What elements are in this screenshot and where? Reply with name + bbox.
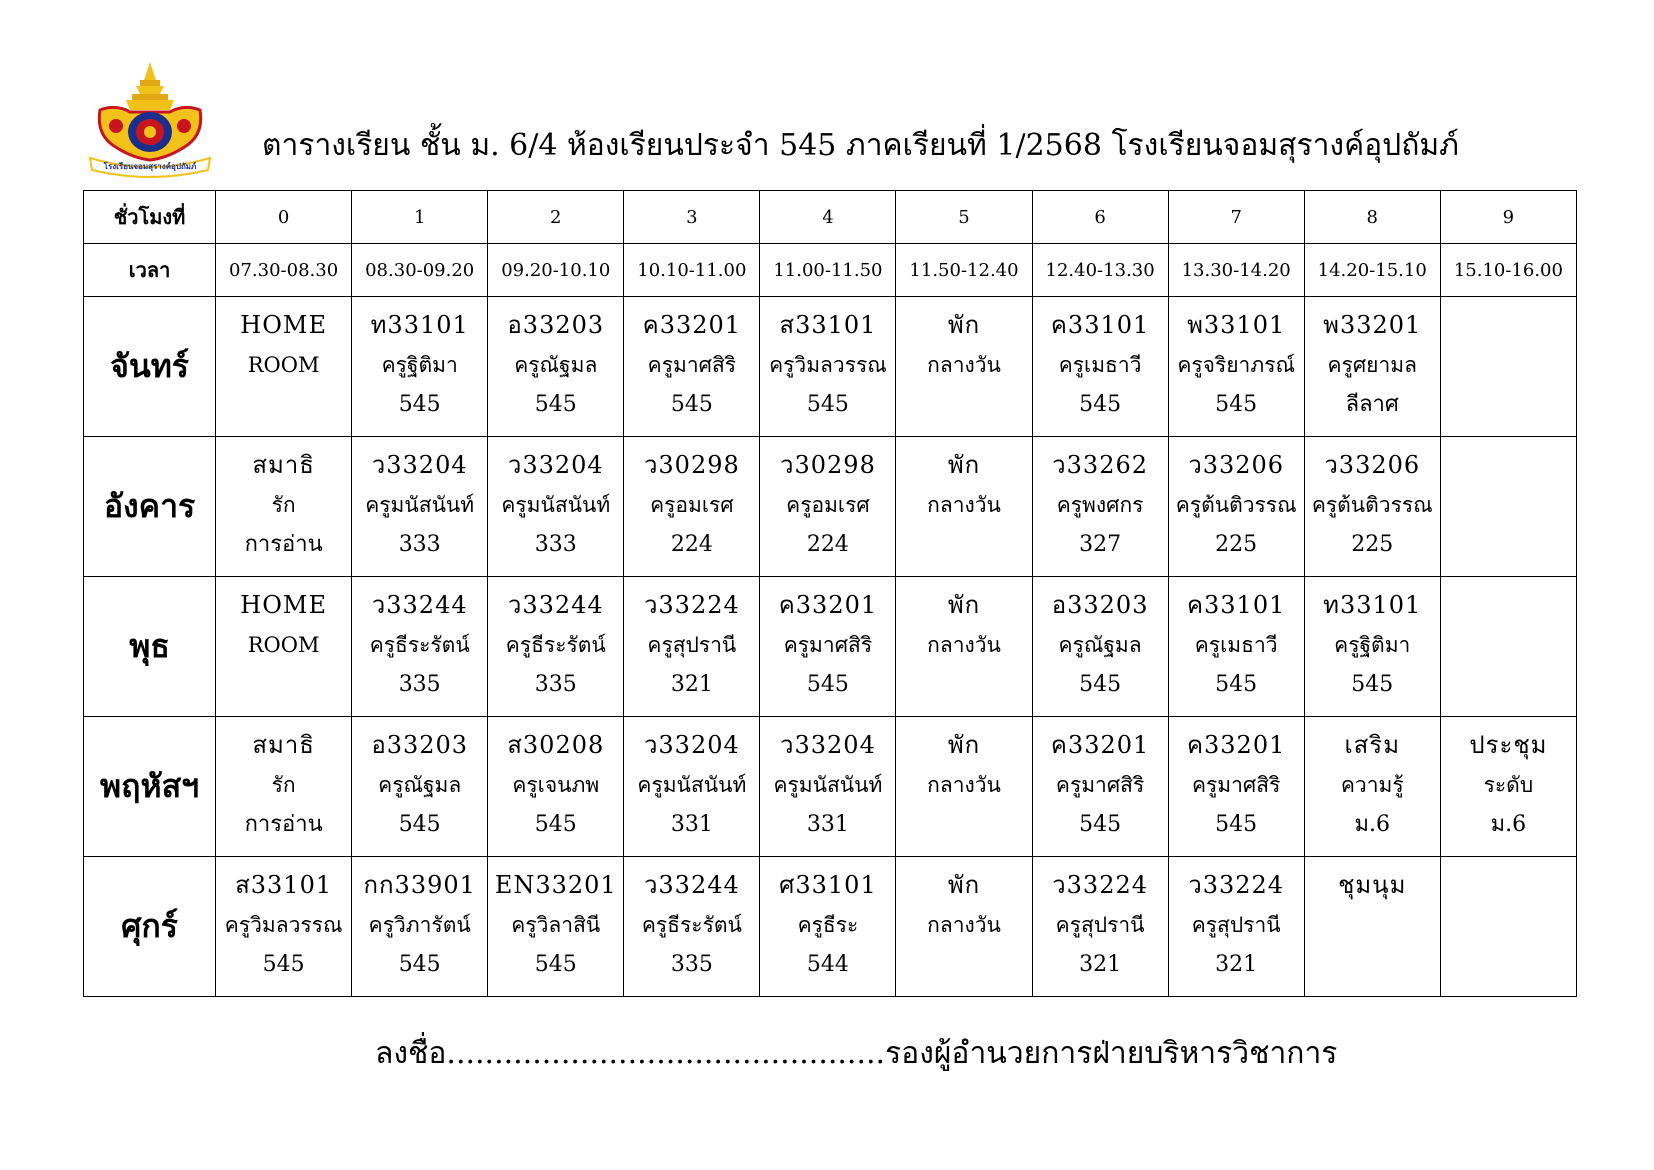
teacher-name bbox=[1441, 485, 1576, 525]
room-number: ลีลาศ bbox=[1345, 392, 1399, 417]
schedule-cell bbox=[760, 577, 896, 717]
teacher-name: ครูวิลาสินี bbox=[511, 913, 601, 937]
schedule-cell bbox=[624, 717, 760, 857]
day-row bbox=[84, 297, 1577, 437]
schedule-cell bbox=[488, 297, 624, 437]
subject-code bbox=[1441, 305, 1576, 345]
teacher-name: กลางวัน bbox=[927, 773, 1001, 797]
school-emblem-icon bbox=[86, 60, 214, 180]
room-number: 333 bbox=[534, 532, 577, 557]
teacher-name bbox=[1441, 345, 1576, 385]
teacher-name: ครูธีระรัตน์ bbox=[505, 633, 606, 657]
room-number bbox=[1305, 945, 1440, 985]
teacher-name: ครูมาศสิริ bbox=[1191, 773, 1281, 797]
schedule-cell bbox=[1304, 717, 1440, 857]
room-number: 545 bbox=[398, 812, 441, 837]
subject-code: ว33204 bbox=[780, 731, 876, 759]
schedule-cell bbox=[488, 577, 624, 717]
subject-code: พ33201 bbox=[1323, 311, 1422, 339]
schedule-cell bbox=[1168, 577, 1304, 717]
day-name: พุธ bbox=[84, 577, 216, 717]
room-number: 331 bbox=[670, 812, 713, 837]
teacher-name: ครูธีระรัตน์ bbox=[641, 913, 742, 937]
schedule-cell bbox=[1168, 297, 1304, 437]
room-number: 321 bbox=[1079, 952, 1122, 977]
schedule-cell bbox=[624, 857, 760, 997]
teacher-name: ครูต้นติวรรณ bbox=[1175, 493, 1297, 517]
schedule-cell bbox=[1440, 577, 1576, 717]
schedule-cell bbox=[760, 717, 896, 857]
period-number: 2 bbox=[488, 191, 624, 244]
room-number bbox=[896, 805, 1031, 845]
room-number: 331 bbox=[806, 812, 849, 837]
teacher-name: ครูอมเรศ bbox=[786, 493, 870, 517]
teacher-name: ครูมาศสิริ bbox=[783, 633, 873, 657]
room-number bbox=[896, 665, 1031, 705]
subject-code: ค33201 bbox=[1050, 731, 1150, 759]
subject-code: ค33201 bbox=[642, 311, 742, 339]
teacher-name: ครูธีระรัตน์ bbox=[369, 633, 470, 657]
room-number: 321 bbox=[670, 672, 713, 697]
teacher-name: ครูวิมลวรรณ bbox=[769, 353, 887, 377]
subject-code: พัก bbox=[947, 451, 981, 479]
period-time: 07.30-08.30 bbox=[216, 244, 352, 297]
timetable bbox=[83, 190, 1577, 997]
teacher-name: ROOM bbox=[247, 353, 320, 377]
teacher-name: ครูธีระ bbox=[797, 913, 859, 937]
subject-code: ว33244 bbox=[507, 591, 604, 619]
subject-code: ว30298 bbox=[780, 451, 876, 479]
teacher-name bbox=[1441, 625, 1576, 665]
teacher-name: ครูวิมลวรรณ bbox=[224, 913, 343, 937]
room-number: 545 bbox=[806, 672, 849, 697]
subject-code: กก33901 bbox=[363, 871, 476, 899]
schedule-cell bbox=[1440, 717, 1576, 857]
schedule-cell bbox=[216, 717, 352, 857]
schedule-cell bbox=[1168, 437, 1304, 577]
subject-code: ส30208 bbox=[507, 731, 605, 759]
room-number bbox=[1441, 385, 1576, 425]
teacher-name: ครูมนัสนันท์ bbox=[637, 773, 747, 797]
subject-code: ว33206 bbox=[1324, 451, 1421, 479]
teacher-name: ครูเมธาวี bbox=[1194, 633, 1278, 657]
teacher-name: ครูต้นติวรรณ bbox=[1311, 493, 1433, 517]
room-number: 545 bbox=[262, 952, 305, 977]
room-number: 545 bbox=[1351, 672, 1394, 697]
schedule-cell bbox=[1304, 437, 1440, 577]
period-time: 09.20-10.10 bbox=[488, 244, 624, 297]
subject-code: ว33224 bbox=[1052, 871, 1148, 899]
schedule-cell bbox=[216, 297, 352, 437]
room-number bbox=[216, 385, 351, 425]
teacher-name: ครูมนัสนันท์ bbox=[365, 493, 475, 517]
schedule-cell bbox=[1440, 437, 1576, 577]
schedule-cell bbox=[896, 437, 1032, 577]
day-name: จันทร์ bbox=[84, 297, 216, 437]
teacher-name: ครูเมธาวี bbox=[1058, 353, 1142, 377]
schedule-cell bbox=[1032, 437, 1168, 577]
room-number bbox=[896, 945, 1031, 985]
day-name: พฤหัสฯ bbox=[84, 717, 216, 857]
teacher-name: ROOM bbox=[247, 633, 320, 657]
room-number: 545 bbox=[534, 392, 577, 417]
subject-code: ส33101 bbox=[235, 871, 333, 899]
subject-code: ท33101 bbox=[370, 311, 469, 339]
subject-code: ค33201 bbox=[778, 591, 878, 619]
subject-code: ว33224 bbox=[643, 591, 740, 619]
room-number: 335 bbox=[398, 672, 441, 697]
schedule-cell bbox=[488, 857, 624, 997]
room-number: 545 bbox=[1215, 392, 1258, 417]
room-number: 224 bbox=[806, 532, 849, 557]
room-number: ม.6 bbox=[1354, 812, 1390, 837]
room-number: 545 bbox=[534, 812, 577, 837]
period-number: 9 bbox=[1440, 191, 1576, 244]
subject-code: พัก bbox=[947, 591, 981, 619]
period-label: ชั่วโมงที่ bbox=[84, 191, 216, 244]
schedule-cell bbox=[1032, 297, 1168, 437]
room-number: 545 bbox=[1079, 672, 1122, 697]
period-time: 08.30-09.20 bbox=[352, 244, 488, 297]
room-number: 545 bbox=[806, 392, 849, 417]
teacher-name bbox=[1441, 905, 1576, 945]
room-number: 545 bbox=[398, 952, 441, 977]
room-number: 225 bbox=[1215, 532, 1258, 557]
period-number: 7 bbox=[1168, 191, 1304, 244]
teacher-name bbox=[1305, 905, 1440, 945]
room-number bbox=[896, 525, 1031, 565]
period-number: 6 bbox=[1032, 191, 1168, 244]
schedule-cell bbox=[1032, 717, 1168, 857]
schedule-cell bbox=[1304, 577, 1440, 717]
subject-code: HOME bbox=[240, 311, 327, 339]
room-number: 545 bbox=[534, 952, 577, 977]
subject-code: ว33204 bbox=[643, 731, 740, 759]
subject-code: EN33201 bbox=[494, 871, 617, 899]
period-number: 3 bbox=[624, 191, 760, 244]
subject-code bbox=[1441, 585, 1576, 625]
schedule-cell bbox=[896, 297, 1032, 437]
schedule-cell bbox=[352, 717, 488, 857]
teacher-name: ครูมาศสิริ bbox=[1055, 773, 1145, 797]
time-row bbox=[84, 244, 1577, 297]
subject-code bbox=[1441, 865, 1576, 905]
schedule-cell bbox=[1032, 857, 1168, 997]
schedule-cell bbox=[352, 437, 488, 577]
period-time: 12.40-13.30 bbox=[1032, 244, 1168, 297]
teacher-name: ครูสุปรานี bbox=[1055, 913, 1145, 937]
schedule-cell bbox=[624, 437, 760, 577]
subject-code: สมาธิ bbox=[252, 731, 315, 759]
teacher-name: ครูฐิติมา bbox=[381, 353, 458, 377]
teacher-name: ครูวิภารัตน์ bbox=[368, 913, 471, 937]
room-number bbox=[1441, 945, 1576, 985]
room-number: 335 bbox=[534, 672, 577, 697]
subject-code: อ33203 bbox=[507, 311, 605, 339]
subject-code: ค33201 bbox=[1186, 731, 1286, 759]
schedule-cell bbox=[488, 717, 624, 857]
schedule-cell bbox=[760, 437, 896, 577]
schedule-cell bbox=[1032, 577, 1168, 717]
room-number: 321 bbox=[1215, 952, 1258, 977]
teacher-name: กลางวัน bbox=[927, 493, 1001, 517]
period-time: 15.10-16.00 bbox=[1440, 244, 1576, 297]
day-name: อังคาร bbox=[84, 437, 216, 577]
period-number: 0 bbox=[216, 191, 352, 244]
room-number: 545 bbox=[1079, 392, 1122, 417]
room-number: 224 bbox=[670, 532, 713, 557]
teacher-name: ครูณัฐมล bbox=[378, 773, 462, 797]
subject-code: ค33101 bbox=[1186, 591, 1286, 619]
day-row bbox=[84, 437, 1577, 577]
subject-code: ว33262 bbox=[1052, 451, 1148, 479]
period-number: 8 bbox=[1304, 191, 1440, 244]
teacher-name: กลางวัน bbox=[927, 633, 1001, 657]
subject-code: ว33244 bbox=[643, 871, 740, 899]
subject-code: เสริม bbox=[1344, 731, 1401, 759]
teacher-name: ครูมาศสิริ bbox=[647, 353, 737, 377]
subject-code: พ33101 bbox=[1187, 311, 1286, 339]
teacher-name: ครูมนัสนันท์ bbox=[501, 493, 611, 517]
schedule-cell bbox=[760, 297, 896, 437]
subject-code: สมาธิ bbox=[252, 451, 315, 479]
room-number bbox=[1441, 665, 1576, 705]
room-number bbox=[1441, 525, 1576, 565]
schedule-cell bbox=[896, 717, 1032, 857]
period-number: 5 bbox=[896, 191, 1032, 244]
teacher-name: ครูมนัสนันท์ bbox=[773, 773, 883, 797]
time-label: เวลา bbox=[84, 244, 216, 297]
subject-code: ศ33101 bbox=[779, 871, 877, 899]
teacher-name: ครูสุปรานี bbox=[1191, 913, 1281, 937]
room-number: 335 bbox=[670, 952, 713, 977]
period-time: 14.20-15.10 bbox=[1304, 244, 1440, 297]
room-number: 545 bbox=[670, 392, 713, 417]
signature-line: ลงชื่อ..............................................รองผู้อำนวยการฝ่ายบริหารวิชาการ bbox=[375, 1036, 1338, 1071]
subject-code: พัก bbox=[947, 731, 981, 759]
teacher-name: ความรู้ bbox=[1340, 773, 1404, 797]
day-row bbox=[84, 717, 1577, 857]
teacher-name: ครูเจนภพ bbox=[512, 773, 600, 797]
day-row bbox=[84, 857, 1577, 997]
subject-code: ว33224 bbox=[1188, 871, 1285, 899]
schedule-cell bbox=[624, 297, 760, 437]
room-number: 545 bbox=[1215, 812, 1258, 837]
schedule-cell bbox=[488, 437, 624, 577]
subject-code bbox=[1441, 445, 1576, 485]
room-number: 545 bbox=[398, 392, 441, 417]
schedule-cell bbox=[352, 577, 488, 717]
schedule-cell bbox=[896, 577, 1032, 717]
schedule-cell bbox=[216, 437, 352, 577]
subject-code: ว33206 bbox=[1188, 451, 1285, 479]
teacher-name: ครูจริยาภรณ์ bbox=[1177, 353, 1295, 377]
teacher-name: ครูฐิติมา bbox=[1334, 633, 1411, 657]
period-header-row bbox=[84, 191, 1577, 244]
period-time: 13.30-14.20 bbox=[1168, 244, 1304, 297]
schedule-cell bbox=[352, 297, 488, 437]
room-number: การอ่าน bbox=[244, 532, 323, 557]
schedule-cell bbox=[1304, 297, 1440, 437]
period-time: 11.50-12.40 bbox=[896, 244, 1032, 297]
schedule-cell bbox=[896, 857, 1032, 997]
teacher-name: รัก bbox=[271, 493, 296, 517]
subject-code: ท33101 bbox=[1323, 591, 1422, 619]
schedule-cell bbox=[216, 577, 352, 717]
teacher-name: ครูอมเรศ bbox=[650, 493, 734, 517]
teacher-name: รัก bbox=[271, 773, 296, 797]
subject-code: ว33204 bbox=[371, 451, 468, 479]
subject-code: ส33101 bbox=[779, 311, 877, 339]
logo-ribbon-text: โรงเรียนจอมสุรางค์อุปถัมภ์ bbox=[103, 162, 197, 171]
day-row bbox=[84, 577, 1577, 717]
day-name: ศุกร์ bbox=[84, 857, 216, 997]
teacher-name: ครูพงศกร bbox=[1056, 493, 1144, 517]
schedule-cell bbox=[1304, 857, 1440, 997]
teacher-name: ครูสุปรานี bbox=[647, 633, 737, 657]
subject-code: ประชุม bbox=[1469, 731, 1548, 759]
subject-code: พัก bbox=[947, 311, 981, 339]
teacher-name: ครูศยามล bbox=[1327, 353, 1417, 377]
room-number bbox=[216, 665, 351, 705]
room-number: การอ่าน bbox=[244, 812, 323, 837]
room-number: 333 bbox=[398, 532, 441, 557]
schedule-cell bbox=[1440, 857, 1576, 997]
teacher-name: กลางวัน bbox=[927, 913, 1001, 937]
teacher-name: กลางวัน bbox=[927, 353, 1001, 377]
schedule-cell bbox=[1168, 857, 1304, 997]
subject-code: ชุมนุม bbox=[1338, 871, 1407, 899]
subject-code: HOME bbox=[240, 591, 327, 619]
period-time: 11.00-11.50 bbox=[760, 244, 896, 297]
subject-code: ค33101 bbox=[1050, 311, 1150, 339]
page-title: ตารางเรียน ชั้น ม. 6/4 ห้องเรียนประจำ 545 ภาคเรียนที่ 1/2568 โรงเรียนจอมสุรางค์อุปถัมภ์ bbox=[262, 128, 1459, 163]
teacher-name: ระดับ bbox=[1483, 773, 1534, 797]
schedule-cell bbox=[1168, 717, 1304, 857]
schedule-cell bbox=[624, 577, 760, 717]
room-number: 545 bbox=[1215, 672, 1258, 697]
schedule-cell bbox=[352, 857, 488, 997]
subject-code: ว30298 bbox=[643, 451, 740, 479]
teacher-name: ครูณัฐมล bbox=[514, 353, 598, 377]
room-number: 225 bbox=[1351, 532, 1394, 557]
subject-code: พัก bbox=[947, 871, 981, 899]
schedule-cell bbox=[760, 857, 896, 997]
subject-code: ว33204 bbox=[507, 451, 604, 479]
teacher-name: ครูณัฐมล bbox=[1058, 633, 1142, 657]
period-number: 1 bbox=[352, 191, 488, 244]
subject-code: อ33203 bbox=[371, 731, 469, 759]
room-number bbox=[896, 385, 1031, 425]
subject-code: อ33203 bbox=[1051, 591, 1149, 619]
schedule-cell bbox=[1440, 297, 1576, 437]
room-number: 327 bbox=[1079, 532, 1122, 557]
period-time: 10.10-11.00 bbox=[624, 244, 760, 297]
room-number: ม.6 bbox=[1490, 812, 1527, 837]
schedule-cell bbox=[216, 857, 352, 997]
room-number: 545 bbox=[1079, 812, 1122, 837]
period-number: 4 bbox=[760, 191, 896, 244]
subject-code: ว33244 bbox=[371, 591, 468, 619]
room-number: 544 bbox=[806, 952, 849, 977]
